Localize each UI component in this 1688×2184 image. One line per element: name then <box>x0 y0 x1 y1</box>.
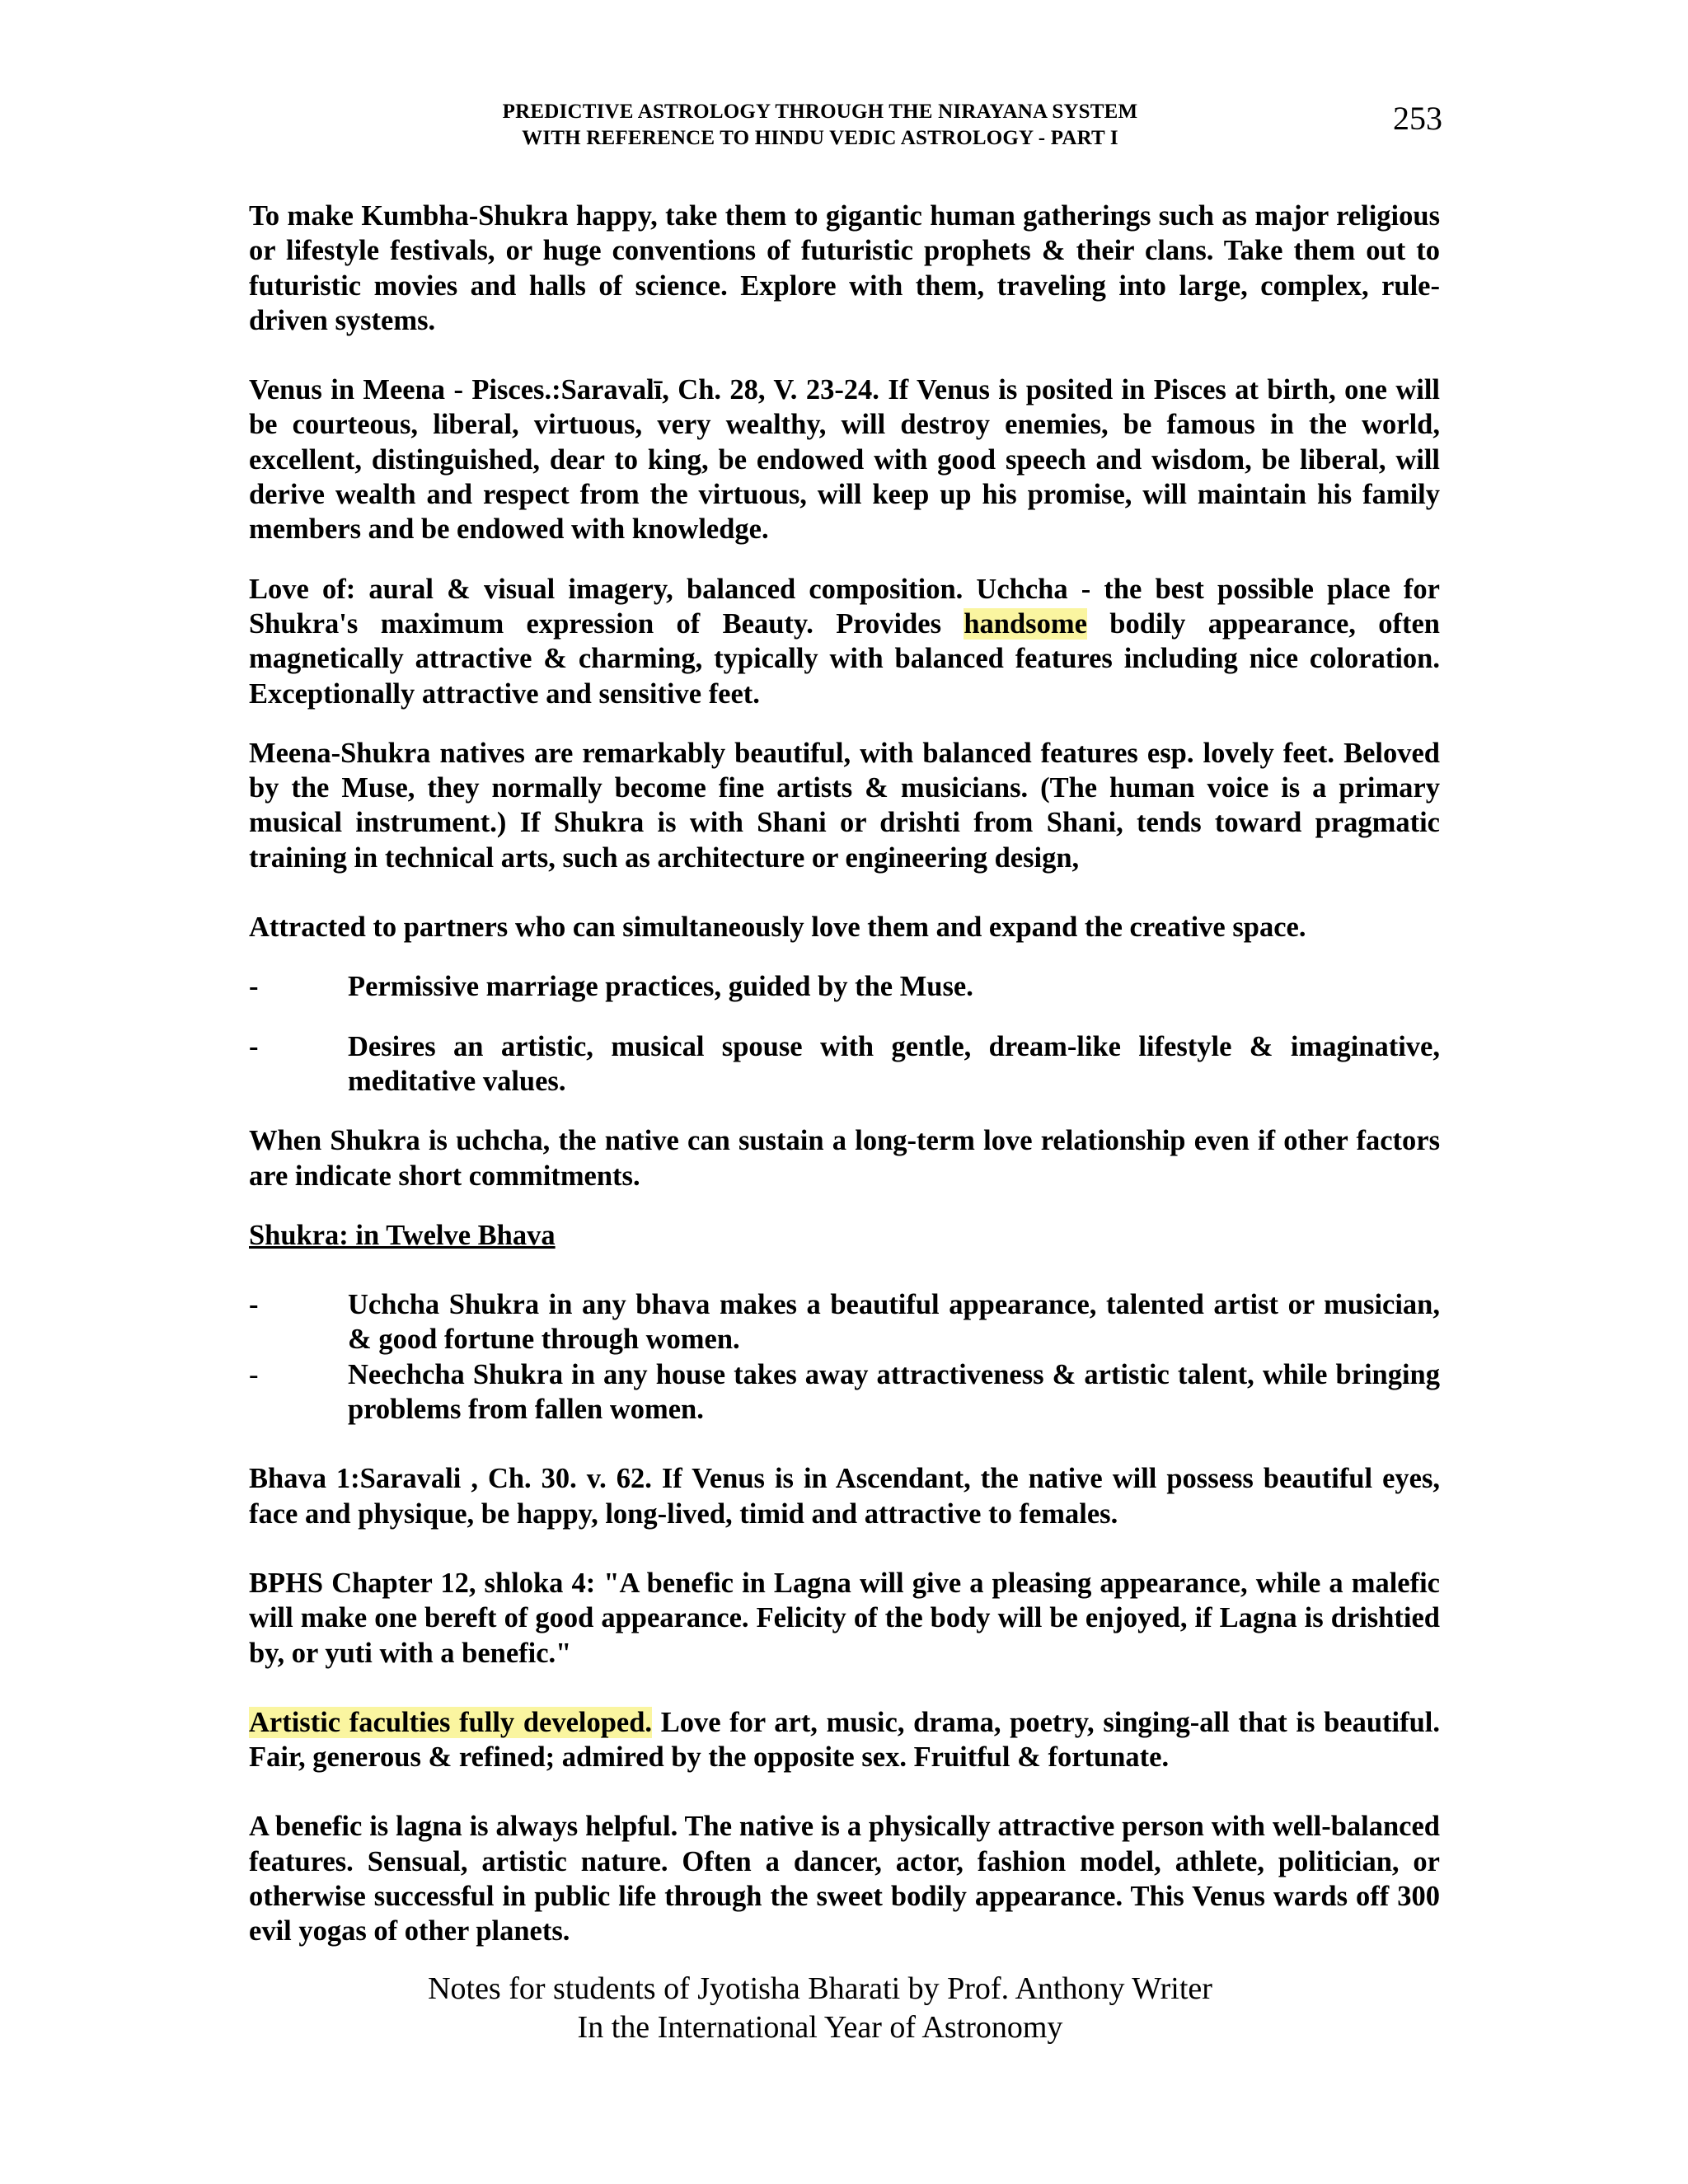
header-title-line-2: WITH REFERENCE TO HINDU VEDIC ASTROLOGY - PART I <box>522 127 1118 149</box>
highlight-handsome: handsome <box>964 607 1087 640</box>
bullet-dash: - <box>249 1358 259 1390</box>
bullet-text: Permissive marriage practices, guided by the Muse. <box>348 971 973 1003</box>
bullet-dash: - <box>249 1030 259 1062</box>
paragraph-venus-in-meena: Venus in Meena - Pisces.:Saravalī, Ch. 28, V. 23-24. If Venus is posited in Pisces at birth, one will be courteous, liberal, virtuous, very wealthy, will destroy enemies, be famous in the world, excellent, distinguished, dear to king, be endowed with good speech and wisdom, be liberal, will derive wealth and respect from the virtuous, will keep up his promise, will maintain his family members and be endowed with knowledge. <box>249 374 1440 546</box>
list-item <box>249 969 1440 1004</box>
bullet-dash: - <box>249 971 259 1003</box>
bullet-dash: - <box>249 1289 259 1321</box>
body-text <box>249 199 1440 1949</box>
love-of-text-cont: bodily appearance, often magnetically attractive & charming, typically with balanced features including nice coloration. Exceptionally attractive and sensitive feet. <box>249 607 1440 710</box>
list-item <box>249 1287 1440 1357</box>
section-heading-twelve-bhava <box>249 1218 1440 1253</box>
paragraph-kumbha-shukra: To make Kumbha-Shukra happy, take them to gigantic human gatherings such as major religious or lifestyle festivals, or huge conventions of futuristic prophets & their clans. Take them out to futuristic movies and halls of science. Explore with them, traveling into large, complex, rule-driven systems. <box>249 200 1440 336</box>
running-header <box>330 99 1311 152</box>
artistic-text: Love for art, music, drama, poetry, singing-all that is beautiful. Fair, generous & refined; admired by the opposite sex. Fruitful & fortunate. <box>249 1706 1440 1774</box>
love-of-text: Love of: aural & visual imagery, balanced composition. Uchcha - the best possible place for Shukra's maximum expression of Beauty. Provides <box>249 573 1440 640</box>
header-title-line-1: PREDICTIVE ASTROLOGY THROUGH THE NIRAYANA SYSTEM <box>502 101 1138 123</box>
bullet-text: Desires an artistic, musical spouse with gentle, dream-like lifestyle & imaginative, meditative values. <box>348 1030 1440 1097</box>
paragraph-meena-shukra: Meena-Shukra natives are remarkably beautiful, with balanced features esp. lovely feet. Beloved by the Muse, they normally become fine artists & musicians. (The human voice is a primary musical instrument.) If Shukra is with Shani or drishti from Shani, tends toward pragmatic training in technical arts, such as architecture or engineering design, <box>249 737 1440 874</box>
footer-line-2: In the International Year of Astronomy <box>577 2010 1063 2045</box>
paragraph-attracted: Attracted to partners who can simultaneously love them and expand the creative space. <box>249 912 1306 944</box>
paragraph-benefic-lagna: A benefic is lagna is always helpful. The native is a physically attractive person with well-balanced features. Sensual, artistic nature. Often a dancer, actor, fashion model, athlete, politician, or otherwise successful in public life through the sweet bodily appearance. This Venus wards off 300 evil yogas of other planets. <box>249 1811 1440 1947</box>
paragraph-artistic-faculties <box>249 1705 1440 1775</box>
paragraph-uchcha: When Shukra is uchcha, the native can sustain a long-term love relationship even if other factors are indicate short commitments. <box>249 1125 1440 1192</box>
footer-line-1: Notes for students of Jyotisha Bharati by Prof. Anthony Writer <box>428 1971 1212 2006</box>
bullet-text: Neechcha Shukra in any house takes away attractiveness & artistic talent, while bringing problems from fallen women. <box>348 1358 1440 1426</box>
list-item <box>249 1357 1440 1427</box>
paragraph-bphs: BPHS Chapter 12, shloka 4: "A benefic in Lagna will give a pleasing appearance, while a malefic will make one bereft of good appearance. Felicity of the body will be enjoyed, if Lagna is drishtied by, or yuti with a benefic." <box>249 1567 1440 1669</box>
paragraph-bhava-1: Bhava 1:Saravali , Ch. 30. v. 62. If Venus is in Ascendant, the native will possess beautiful eyes, face and physique, be happy, long-lived, timid and attractive to females. <box>249 1463 1440 1530</box>
heading-text: Shukra: in Twelve Bhava <box>249 1219 556 1251</box>
page-number: 253 <box>1393 100 1442 137</box>
list-item <box>249 1029 1440 1099</box>
paragraph-love-of <box>249 572 1440 711</box>
page-footer <box>247 1970 1393 2047</box>
highlight-artistic-faculties: Artistic faculties fully developed. <box>249 1706 653 1738</box>
bullet-text: Uchcha Shukra in any bhava makes a beautiful appearance, talented artist or musician, & good fortune through women. <box>348 1289 1440 1356</box>
